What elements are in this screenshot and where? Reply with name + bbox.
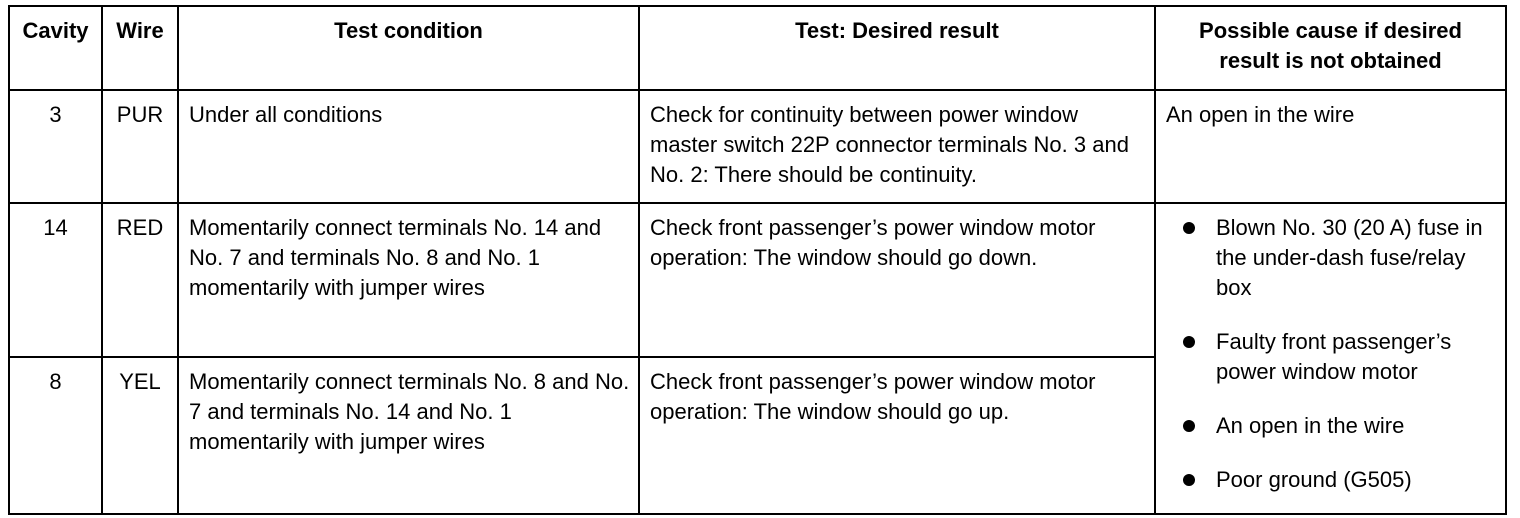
diagnostic-table-frame <box>8 5 1507 513</box>
cell-cavity: 3 <box>9 90 102 203</box>
header-possible-cause-line1: Possible cause if desired <box>1199 18 1462 43</box>
bullet-icon <box>1183 474 1195 486</box>
cell-wire: YEL <box>102 357 178 514</box>
cell-desired-result: Check front passenger’s power window motor operation: The window should go up. <box>639 357 1155 514</box>
bullet-icon <box>1183 336 1195 348</box>
cell-desired-result: Check front passenger’s power window motor operation: The window should go down. <box>639 203 1155 357</box>
cell-test-condition: Under all conditions <box>178 90 639 203</box>
cell-cavity: 14 <box>9 203 102 357</box>
cell-test-condition: Momentarily connect terminals No. 14 and No. 7 and terminals No. 8 and No. 1 momentarily with jumper wires <box>178 203 639 357</box>
list-item: Poor ground (G505) <box>1156 465 1497 495</box>
cell-wire: PUR <box>102 90 178 203</box>
header-wire: Wire <box>102 6 178 90</box>
bullet-icon <box>1183 420 1195 432</box>
table-row <box>9 90 1506 203</box>
header-test-condition: Test condition <box>178 6 639 90</box>
cell-possible-cause: An open in the wire <box>1155 90 1506 203</box>
cell-test-condition: Momentarily connect terminals No. 8 and No. 7 and terminals No. 14 and No. 1 momentarily with jumper wires <box>178 357 639 514</box>
list-item: An open in the wire <box>1156 411 1497 441</box>
cell-possible-cause-shared <box>1155 203 1506 514</box>
header-possible-cause-line2: result is not obtained <box>1219 48 1442 73</box>
cell-desired-result: Check for continuity between power window master switch 22P connector terminals No. 3 and No. 2: There should be continuity. <box>639 90 1155 203</box>
cause-list <box>1156 204 1505 495</box>
cell-wire: RED <box>102 203 178 357</box>
table-header-row <box>9 6 1506 90</box>
table-row <box>9 203 1506 357</box>
header-cavity: Cavity <box>9 6 102 90</box>
header-desired-result: Test: Desired result <box>639 6 1155 90</box>
header-possible-cause <box>1155 6 1506 90</box>
list-item: Faulty front passenger’s power window motor <box>1156 327 1497 387</box>
diagnostic-table <box>8 5 1507 515</box>
bullet-icon <box>1183 222 1195 234</box>
list-item: Blown No. 30 (20 A) fuse in the under-dash fuse/relay box <box>1156 213 1497 303</box>
cell-cavity: 8 <box>9 357 102 514</box>
